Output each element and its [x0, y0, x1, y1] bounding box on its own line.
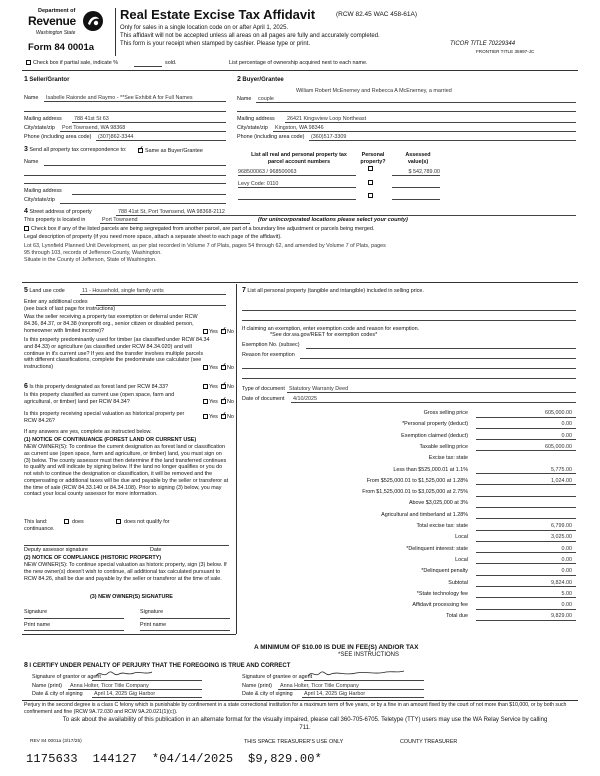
calc-row-value[interactable]: 9,824.00 — [551, 579, 572, 586]
see-instructions-note: *SEE INSTRUCTIONS — [338, 652, 400, 658]
certify-text: I CERTIFY UNDER PENALTY OF PERJURY THAT THE FOREGOING IS TRUE AND CORRECT — [29, 663, 291, 669]
parcel-line1 — [238, 175, 356, 176]
sec6-q2: Is this property classified as current use (open space, farm and agricultural, or timber) land per RCW 84.34? — [24, 392, 175, 405]
additional-codes-label: Enter any additional codes — [24, 299, 88, 305]
seller-mail-line — [72, 122, 226, 123]
sec3-mail-line — [72, 194, 226, 195]
levy-code-field[interactable]: Levy Code: 0110 — [238, 181, 279, 187]
buyer-mail-label: Mailing address — [237, 116, 275, 122]
buyer-mail-field[interactable]: 26421 Kingsview Loop Northeast — [287, 116, 367, 122]
grantee-sig-label: Signature of grantee or agent — [242, 674, 313, 680]
assessed-head1: Assessed — [405, 152, 431, 158]
deputy-sig-label: Deputy assessor signature — [24, 547, 88, 553]
sec3-num: 3 — [24, 146, 28, 153]
sec3-label: Send all property tax correspondence to: — [29, 147, 127, 153]
parcel-head2: parcel account numbers — [267, 158, 331, 165]
legal-line3[interactable]: Situate in the County of Jefferson, State of Washington. — [24, 257, 157, 263]
additional-codes-line — [96, 305, 226, 306]
calc-row-label: *Delinquent penalty — [421, 568, 468, 575]
calc-row-line — [476, 439, 576, 440]
assessed-line1 — [392, 175, 440, 176]
seller-city-label: City/state/zip — [24, 125, 55, 131]
sec6-q1 — [24, 383, 168, 392]
grantor-name-field[interactable]: Anna Holter, Ticor Title Company — [70, 683, 149, 689]
additional-codes-note: (see back of last page for instructions) — [24, 306, 116, 312]
calc-row-label: Less than $525,000.01 at 1.1% — [393, 466, 468, 473]
sec3-name-line2 — [24, 175, 226, 176]
deputy-date-label: Date — [150, 547, 162, 553]
sec5-q2-no: No — [227, 365, 234, 371]
grantee-name-label: Name (print) — [242, 683, 272, 689]
grantee-date-line — [302, 697, 424, 698]
availability-text: To ask about the availability of this publication in an alternate format for the visually impaired, please call 360-705-6705. Teletype (TTY) users may use the WA Relay Service by calling 711. — [62, 717, 548, 731]
doc-type-line — [287, 392, 576, 393]
reason-line3 — [242, 378, 576, 379]
land-use-code-field[interactable]: 11 - Household, single family units — [82, 288, 164, 294]
list-pct-label: List percentage of ownership acquired next to each name. — [229, 60, 368, 66]
sec8-top-rule — [22, 634, 236, 635]
dor-logo — [28, 8, 108, 42]
legal-label: Legal description of property (if you need more space, attach a separate sheet to each page of the affidavit). — [24, 234, 282, 240]
located-label: This property is located in — [24, 217, 86, 223]
calc-row-line — [476, 473, 576, 474]
grantee-sig-line — [304, 680, 424, 681]
deputy-sig-line — [24, 545, 229, 546]
calc-row-label: From $1,525,000.01 to $3,025,000 at 2.75% — [362, 489, 468, 496]
parcel-number-field[interactable]: 968500063 / 968500063 — [238, 169, 297, 175]
buyer-num: 2 — [237, 76, 241, 83]
calc-row-line — [476, 563, 576, 564]
calc-row-value[interactable]: 0.00 — [561, 556, 572, 563]
grantee-date-label: Date & city of signing — [242, 691, 293, 697]
parcel-line3 — [238, 199, 356, 200]
calc-row-value[interactable]: 0.00 — [561, 602, 572, 609]
sec4-label: Street address of property — [29, 209, 92, 215]
form-number: Form 84 0001a — [28, 42, 95, 53]
sec5-q1-yes: Yes — [209, 329, 218, 335]
parcel-head1: List all real and personal property tax — [251, 152, 347, 158]
owner-print1-label: Print name — [24, 622, 51, 628]
notice1-text: NEW OWNER(S): To continue the current designation as forest land or classification as current use (open space, farm and agriculture, or timber) land, you must sign on (3) below. The county assessor must then determine if the land transferred continues to qualify and will indicate by signing below. If the land no longer qualifies or you do not wish to continue the designation or classification, it will be removed and the compensating or additional taxes will be due and payable by the seller or transferor at the time of sale (RCW 84.33.140 or 84.34.108). Prior to signing (3) below, you may contact your local county assessor for more information. — [24, 444, 229, 498]
owner-sig1-line — [24, 618, 124, 619]
calc-row-line — [476, 507, 576, 508]
located-field[interactable]: Port Townsend — [102, 217, 138, 223]
exemption-label: If claiming an exemption, enter exemption code and reason for exemption. — [242, 326, 420, 332]
calc-row-line — [476, 530, 576, 531]
notice2-heading: (2) NOTICE OF COMPLIANCE (HISTORIC PROPERTY) — [24, 555, 162, 561]
sec5-q1-no: No — [227, 329, 234, 335]
seller-phone-label: Phone (including area code) — [24, 134, 92, 140]
sec3-city-line — [60, 203, 226, 204]
assessed-line3 — [392, 199, 440, 200]
sec6-q2-no-checkbox[interactable] — [221, 399, 226, 404]
parcel-header — [240, 152, 358, 166]
notice-line2: This affidavit will not be accepted unless all areas on all pages are fully and accurately completed. — [120, 33, 380, 39]
sec6-q3-yes: Yes — [209, 414, 218, 420]
does-qualify-checkbox[interactable] — [64, 519, 69, 524]
calc-row-value[interactable]: 6,799.00 — [551, 523, 572, 529]
treasurer-stamp: 1175633 144127 *04/14/2025 $9,829.00* — [26, 752, 323, 766]
personal-property-checkbox-1[interactable] — [368, 166, 373, 171]
grantor-date-field[interactable]: April 14, 2025 Gig Harbor — [94, 691, 156, 697]
reason-line[interactable] — [300, 358, 576, 359]
sec6-q1-yes-checkbox[interactable] — [203, 384, 208, 389]
calc-row-line — [476, 496, 576, 497]
footer-rule — [22, 700, 578, 701]
seller-city-line — [60, 131, 226, 132]
sec3-heading — [24, 146, 127, 155]
header-rule — [22, 70, 578, 71]
sec3-name-line — [44, 165, 226, 166]
perjury-text: Perjury in the second degree is a class C felony which is punishable by confinement in a state correctional institution for a maximum term of five years, or by a fine in an amount fixed by the court of not more than $10,000, or by both such confinement and fine (RCW 9A.72.030 and RCW 9A.20.021(1)(c)). — [24, 702, 567, 715]
buyer-city-field[interactable]: Kingston, WA 98346 — [275, 125, 324, 131]
sec5-q1-no-checkbox[interactable] — [221, 329, 226, 334]
sec3-name-label: Name — [24, 159, 39, 165]
personal-property-checkbox-2[interactable] — [368, 180, 373, 185]
calc-row-value[interactable]: 3,025.00 — [551, 534, 572, 541]
dept-line1: Department of — [38, 8, 76, 14]
seller-city-field[interactable]: Port Townsend, WA 98368 — [62, 125, 126, 131]
buyer-phone-field[interactable]: (360)517-3309 — [311, 134, 347, 140]
buyer-name-line1[interactable]: William Robert McEnerney and Rebecca A McEnerney, a married — [296, 88, 452, 94]
sec7-label: List all personal property (tangible and intangible) included in selling price. — [247, 288, 424, 294]
calc-row-label: *Delinquent interest: state — [406, 545, 468, 552]
doc-date-label: Date of document — [242, 396, 285, 402]
sec6-q2-yes: Yes — [209, 399, 218, 405]
calc-row-line — [476, 450, 576, 451]
frontier-ref: FRONTIER TITLE 35997-JC — [476, 49, 535, 54]
calc-row-label: From $525,000.01 to $1,525,000 at 1.28% — [366, 477, 468, 484]
partial-pct-field[interactable] — [134, 66, 162, 67]
calc-row-line — [476, 597, 576, 598]
does-not-qualify-checkbox[interactable] — [116, 519, 121, 524]
located-line — [100, 223, 250, 224]
calc-row-line — [476, 541, 576, 542]
notice-line3: This form is your receipt when stamped by cashier. Please type or print. — [120, 41, 311, 47]
sec6-q2-yes-checkbox[interactable] — [203, 399, 208, 404]
calc-row-label: Subtotal — [448, 579, 468, 586]
buyer-mail-line — [285, 122, 576, 123]
this-land-label: This land: — [24, 519, 48, 525]
owner-print1-line — [24, 630, 124, 631]
calc-row-line — [476, 417, 576, 418]
sold-label: sold. — [165, 60, 177, 66]
calc-row-label: Agricultural and timberland at 1.28% — [381, 511, 468, 518]
calc-row-label: Above $3,025,000 at 3% — [408, 500, 468, 507]
calc-row-value[interactable]: 605,000.00 — [545, 443, 572, 450]
assessed-value-field[interactable]: $ 542,789.00 — [408, 169, 440, 175]
personal-head2: property? — [360, 158, 386, 165]
grantee-signature[interactable] — [306, 668, 406, 680]
sec7-line1 — [242, 310, 576, 311]
calc-row-label: *State technology fee — [416, 590, 468, 597]
sec5-q2: Is this property predominantly used for timber (as classified under RCW 84.34 and 84.33) or agriculture (as classified under RCW 84.34.020) and will continue in it's current use? If yes and the transfer involves multiple parcels with different classifications, complete the predominate use calculator (see instructions) — [24, 337, 210, 370]
calc-row-value[interactable]: 605,000.00 — [545, 410, 572, 416]
sec6-num: 6 — [24, 383, 28, 390]
calc-row-value[interactable]: 5,775.00 — [551, 466, 572, 473]
doc-date-field[interactable]: 4/10/2025 — [293, 396, 317, 402]
sec6-ifany: If any answers are yes, complete as instructed below. — [24, 429, 152, 435]
sec4-address-line — [116, 215, 576, 216]
seller-name-field[interactable]: Isabelle Raionde and Raymo - **See Exhibit A for Full Names — [46, 95, 193, 101]
dept-line2: Revenue — [28, 14, 76, 28]
grantor-sig-line — [92, 680, 202, 681]
sec6-q3-yes-checkbox[interactable] — [203, 414, 208, 419]
calc-row-label: Local — [455, 534, 468, 541]
same-as-buyer-checkbox[interactable] — [138, 148, 143, 153]
sec7-line2 — [242, 320, 576, 321]
sec6-q1-text: Is this property designated as forest land per RCW 84.33? — [29, 384, 169, 390]
seller-name-label: Name — [24, 95, 39, 101]
sec4-num: 4 — [24, 208, 28, 215]
sec6-q3: Is this property receiving special valuation as historical property per RCW 84.26? — [24, 411, 185, 424]
buyer-phone-label: Phone (including area code) — [237, 134, 305, 140]
seller-mail-label: Mailing address — [24, 116, 62, 122]
calc-row-label: *Personal property (deduct) — [402, 421, 468, 428]
buyer-name-label: Name — [237, 96, 252, 102]
assessed-line2 — [392, 187, 440, 188]
seller-mail-field[interactable]: 788 41st St 63 — [74, 116, 109, 122]
header-divider — [115, 8, 116, 56]
personal-header — [358, 152, 388, 166]
owner-print2-line — [140, 630, 230, 631]
calc-row-label: Taxable selling price — [419, 443, 468, 450]
seller-name-line — [44, 101, 226, 102]
personal-head1: Personal — [361, 152, 385, 158]
notice-line1: Only for sales in a single location code on or after April 1, 2025. — [120, 25, 289, 31]
sec5-heading — [24, 287, 65, 296]
owner-sig2-line — [140, 618, 230, 619]
sec3-city-label: City/state/zip — [24, 197, 55, 203]
seller-phone-field[interactable]: (307)862-3344 — [98, 134, 134, 140]
grantor-signature[interactable] — [94, 668, 154, 680]
assessed-head2: value(s) — [407, 158, 429, 165]
column-divider — [236, 284, 237, 634]
dept-line3: Washington State — [36, 30, 76, 36]
calc-row-line — [476, 575, 576, 576]
calc-row-value[interactable]: 1,024.00 — [551, 477, 572, 484]
legal-line1[interactable]: Lot 63, Lynnfield Planned Unit Development, as per plat recorded in Volume 7 of Plats, pages 54 through 62, and amended by Volume 7 of Plats, pages — [24, 243, 386, 249]
calc-row-line — [476, 609, 576, 610]
sec6-q3-no-checkbox[interactable] — [221, 414, 226, 419]
assessed-header — [398, 152, 438, 166]
segregated-checkbox[interactable] — [24, 226, 29, 231]
sec5-q2-yes-checkbox[interactable] — [203, 365, 208, 370]
buyer-name-line2[interactable]: couple — [258, 96, 274, 102]
grantor-sig-label: Signature of grantor or agent — [32, 674, 101, 680]
ticor-ref: TICOR TITLE 70229344 — [450, 41, 516, 47]
calc-row-value[interactable]: 0.00 — [561, 432, 572, 439]
seller-heading — [24, 76, 69, 85]
rcw-cite: (RCW 82.45 WAC 458-61A) — [336, 11, 418, 18]
unincorp-note: (for unincorporated locations please select your county) — [258, 217, 408, 223]
doc-date-line — [291, 402, 576, 403]
buyer-phone-line — [309, 140, 576, 141]
sec4-bottom-rule — [22, 282, 578, 283]
calc-row-line — [476, 586, 576, 587]
does-label: does — [72, 519, 84, 525]
grantor-date-line — [92, 697, 202, 698]
calc-row-label: Gross selling price — [423, 410, 468, 416]
segregated-label: Check box if any of the listed parcels are being segregated from another parcel, are part of a boundary line adjustment or parcels being merged. — [31, 226, 375, 232]
calc-row-label: Total due — [446, 613, 468, 620]
calc-row-label: Total excise tax: state — [416, 523, 468, 529]
sec5-q2-yes: Yes — [209, 365, 218, 371]
calc-row-line — [476, 620, 576, 621]
sec6-q1-yes: Yes — [209, 384, 218, 390]
same-as-buyer-label: Same as Buyer/Grantee — [145, 148, 203, 154]
calc-row-label: Exemption claimed (deduct) — [401, 432, 468, 439]
exemption-no-line[interactable] — [306, 348, 576, 349]
sec6-q2-no: No — [227, 399, 234, 405]
sec5-q2-no-checkbox[interactable] — [221, 365, 226, 370]
notice3-heading: (3) NEW OWNER(S) SIGNATURE — [90, 594, 173, 600]
sec4-address-label — [24, 208, 92, 217]
buyer-name-rule2 — [237, 111, 576, 112]
minimum-fee-note: A MINIMUM OF $10.00 IS DUE IN FEE(S) AND/OR TAX — [254, 644, 419, 651]
buyer-heading — [237, 76, 284, 85]
sec5-q1-yes-checkbox[interactable] — [203, 329, 208, 334]
sec7-num: 7 — [242, 287, 246, 294]
buyer-city-label: City/state/zip — [237, 125, 268, 131]
partial-sale-checkbox[interactable] — [26, 60, 31, 65]
grantor-name-line — [68, 689, 202, 690]
grantee-name-field[interactable]: Anna Holter, Ticor Title Company — [280, 683, 359, 689]
exemption-no-label: Exemption No. (subsec) — [242, 342, 300, 348]
notice1-heading: (1) NOTICE OF CONTINUANCE (FOREST LAND OR CURRENT USE) — [24, 437, 197, 443]
calc-row-line — [476, 484, 576, 485]
sec8-num: 8 — [24, 662, 28, 669]
calc-row-line — [476, 552, 576, 553]
calc-row-label: Local — [455, 556, 468, 563]
grantor-name-label: Name (print) — [32, 683, 62, 689]
seller-phone-line — [96, 140, 226, 141]
calc-row-label: Affidavit processing fee — [412, 602, 468, 609]
doc-type-label: Type of document — [242, 386, 285, 392]
calc-row-line — [476, 428, 576, 429]
calc-row-value[interactable]: 0.00 — [561, 545, 572, 552]
legal-line2[interactable]: 95 through 103, records of Jefferson County, Washington. — [24, 250, 162, 256]
sec6-q1-no-checkbox[interactable] — [221, 384, 226, 389]
calc-row-value[interactable]: 0.00 — [561, 568, 572, 575]
certify-heading — [24, 662, 290, 671]
personal-property-checkbox-3[interactable] — [368, 193, 373, 198]
rev-label: REV 84 0001a (3/17/25) — [30, 739, 82, 744]
grantor-date-label: Date & city of signing — [32, 691, 83, 697]
owner-sig2-label: Signature — [140, 609, 164, 615]
grantee-date-field[interactable]: April 14, 2025 Gig Harbor — [304, 691, 366, 697]
owner-print2-label: Print name — [140, 622, 167, 628]
page-title: Real Estate Excise Tax Affidavit — [120, 7, 316, 22]
calc-row-label: Excise tax: state — [428, 455, 468, 462]
seller-heading-text: Seller/Grantor — [29, 77, 70, 83]
reason-label: Reason for exemption — [242, 352, 295, 358]
sec7-heading — [242, 287, 572, 296]
sec3-name-line3 — [24, 183, 226, 184]
calc-row-value[interactable]: 0.00 — [561, 421, 572, 428]
buyer-name-rule — [256, 102, 576, 103]
grantee-name-line — [278, 689, 424, 690]
calc-row-line — [476, 518, 576, 519]
sec3-mail-label: Mailing address — [24, 188, 62, 194]
sec5-num: 5 — [24, 287, 28, 294]
reason-line2 — [242, 368, 576, 369]
calc-row-value[interactable]: 5.00 — [561, 590, 572, 597]
buyer-heading-text: Buyer/Grantee — [242, 77, 284, 83]
doc-type-field[interactable]: Statutory Warranty Deed — [289, 386, 349, 392]
property-address-field[interactable]: 788 41st St, Port Townsend, WA 98368-2112 — [118, 209, 225, 215]
parcel-line2 — [238, 187, 356, 188]
calc-row-value[interactable]: 9,829.00 — [551, 613, 572, 620]
dor-emblem-icon — [82, 10, 104, 32]
notice2-text: NEW OWNER(S): To continue special valuation as historic property, sign (3) below. If the new owner(s) doesn't wish to continue, all additional tax calculated pursuant to RCW 84.26, shall be due and payable by the seller or transferor at the time of sale. — [24, 562, 227, 582]
continuance-label: continuance. — [24, 526, 55, 532]
does-not-label: does not qualify for — [124, 519, 170, 525]
owner-sig1-label: Signature — [24, 609, 48, 615]
sec6-q1-no: No — [227, 384, 234, 390]
sec6-q3-no: No — [227, 414, 234, 420]
sec5-q1: Was the seller receiving a property tax exemption or deferral under RCW 84.36, 84.37, or 84.38 (nonprofit org., senior citizen or disabled person, homeowner with limited income)? — [24, 314, 198, 334]
county-treasurer-label: COUNTY TREASURER — [400, 739, 458, 745]
sec5-label: Land use code — [29, 288, 65, 294]
seller-num: 1 — [24, 76, 28, 83]
partial-sale-label: Check box if partial sale, indicate % — [33, 60, 119, 66]
buyer-city-line — [273, 131, 576, 132]
exemption-see: *See dor.wa.gov/REET for exemption codes* — [270, 332, 378, 338]
land-use-line — [80, 294, 226, 295]
seller-name-line2 — [24, 111, 226, 112]
treasurer-only-label: THIS SPACE TREASURER'S USE ONLY — [244, 739, 344, 745]
